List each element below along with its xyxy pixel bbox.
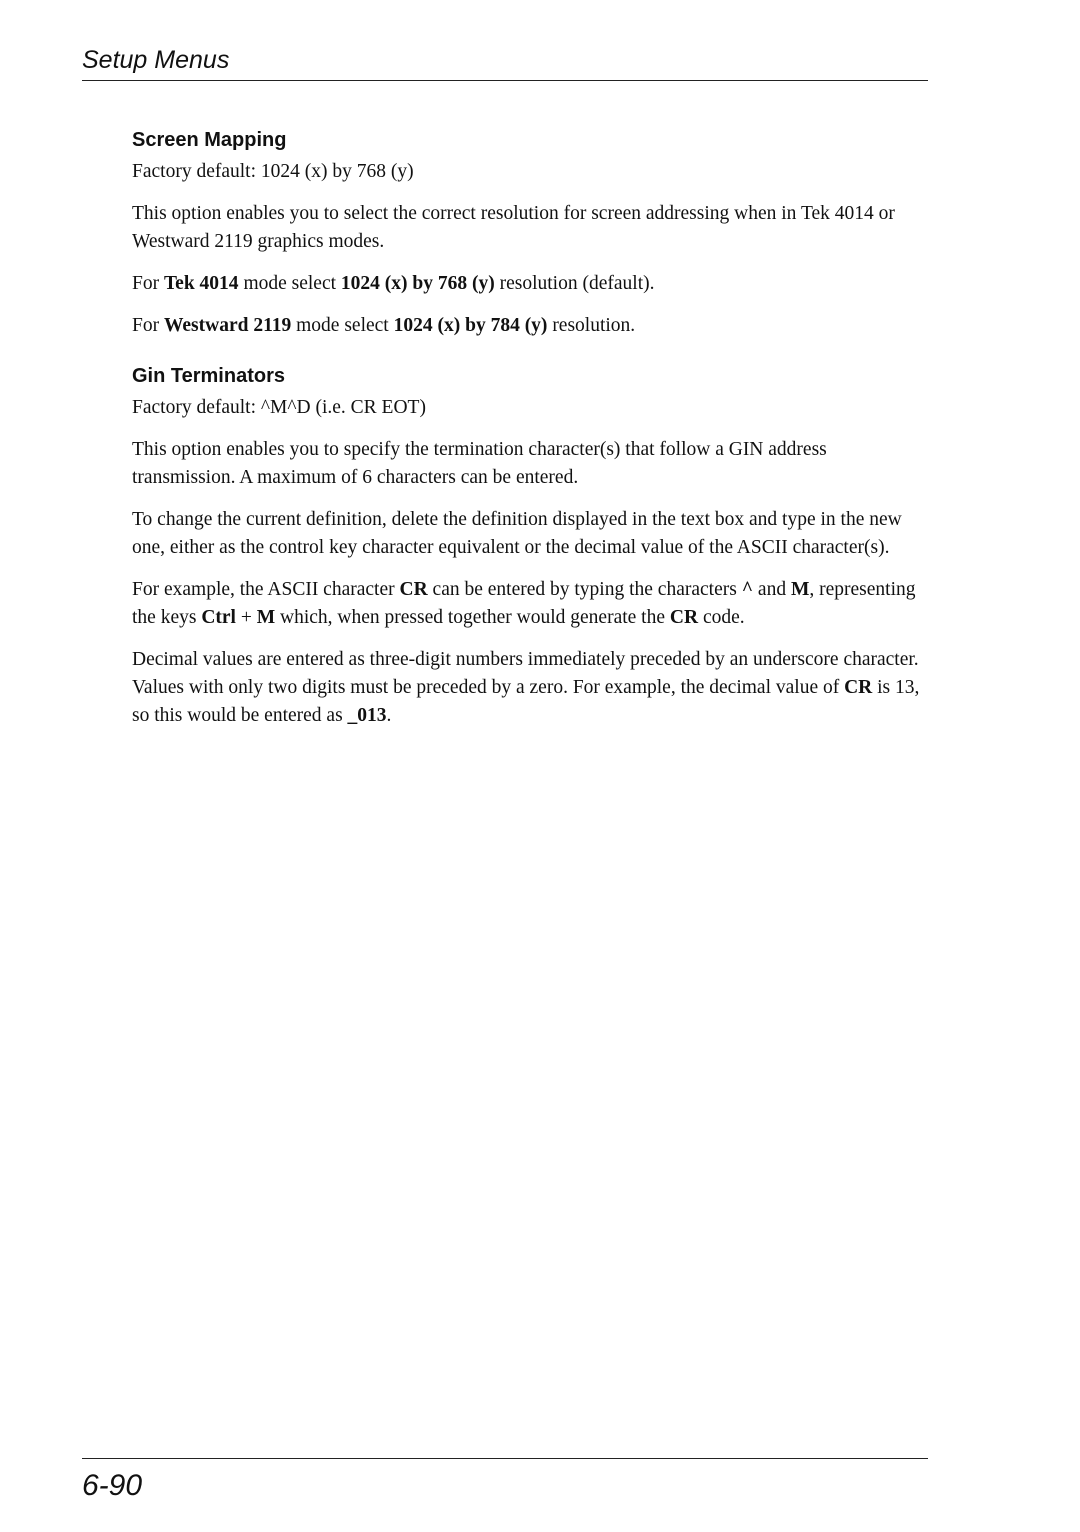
bold-text: 1024 (x) by 768 (y)	[340, 273, 495, 294]
bold-text: Westward 2119	[163, 315, 292, 336]
section-gin-terminators	[132, 362, 928, 730]
page-content	[132, 126, 928, 744]
bold-text: _013	[347, 705, 387, 726]
section-screen-mapping	[132, 126, 928, 340]
text-run: Factory default: 1024 (x) by 768 (y)	[132, 161, 414, 182]
text-run: code.	[698, 607, 745, 628]
text-run: , representing the keys	[132, 579, 916, 628]
text-run: mode select	[238, 273, 341, 294]
paragraph	[132, 200, 928, 256]
bold-text: M	[256, 607, 276, 628]
bold-text: Tek 4014	[163, 273, 239, 294]
paragraph	[132, 312, 928, 340]
bold-text: CR	[399, 579, 428, 600]
bold-text: 1024 (x) by 784 (y)	[393, 315, 548, 336]
text-run: resolution (default).	[494, 273, 655, 294]
text-run: .	[386, 705, 392, 726]
section-heading: Gin Terminators	[132, 365, 285, 387]
text-run: To change the current definition, delete the definition displayed in the text box and type in the new one, either as the control key character equivalent or the decimal value of the ASCII character(s).	[132, 509, 902, 558]
text-run: For	[132, 273, 164, 294]
header-rule	[82, 80, 928, 81]
bold-text: Ctrl	[201, 607, 236, 628]
text-run: Decimal values are entered as three-digit numbers immediately preceded by an underscore character. Values with only two digits must be preceded by a zero. For example, the decimal value of	[132, 649, 919, 698]
paragraph	[132, 436, 928, 492]
section-heading: Screen Mapping	[132, 129, 287, 151]
bold-text: M	[790, 579, 810, 600]
text-run: is 13, so this would be entered as	[132, 677, 920, 726]
text-run: This option enables you to specify the termination character(s) that follow a GIN address transmission. A maximum of 6 characters can be entered.	[132, 439, 827, 488]
text-run: which, when pressed together would generate the	[275, 607, 670, 628]
text-run: For example, the ASCII character	[132, 579, 400, 600]
bold-text: CR	[844, 677, 873, 698]
paragraph	[132, 158, 928, 186]
text-run: mode select	[291, 315, 394, 336]
page-number: 6-90	[82, 1469, 143, 1502]
footer-rule	[82, 1458, 928, 1459]
bold-text: CR	[669, 607, 699, 628]
paragraph	[132, 270, 928, 298]
text-run: and	[753, 579, 791, 600]
text-run: For	[132, 315, 164, 336]
text-run: can be entered by typing the characters	[427, 579, 742, 600]
text-run: resolution.	[547, 315, 636, 336]
text-run: +	[235, 607, 257, 628]
bold-text: ^	[741, 579, 754, 600]
paragraph	[132, 646, 928, 730]
paragraph	[132, 576, 928, 632]
page-header-title: Setup Menus	[82, 46, 230, 74]
paragraph	[132, 394, 928, 422]
text-run: This option enables you to select the correct resolution for screen addressing when in Tek 4014 or Westward 2119 graphics modes.	[132, 203, 895, 252]
paragraph	[132, 506, 928, 562]
text-run: Factory default: ^M^D (i.e. CR EOT)	[132, 397, 426, 418]
